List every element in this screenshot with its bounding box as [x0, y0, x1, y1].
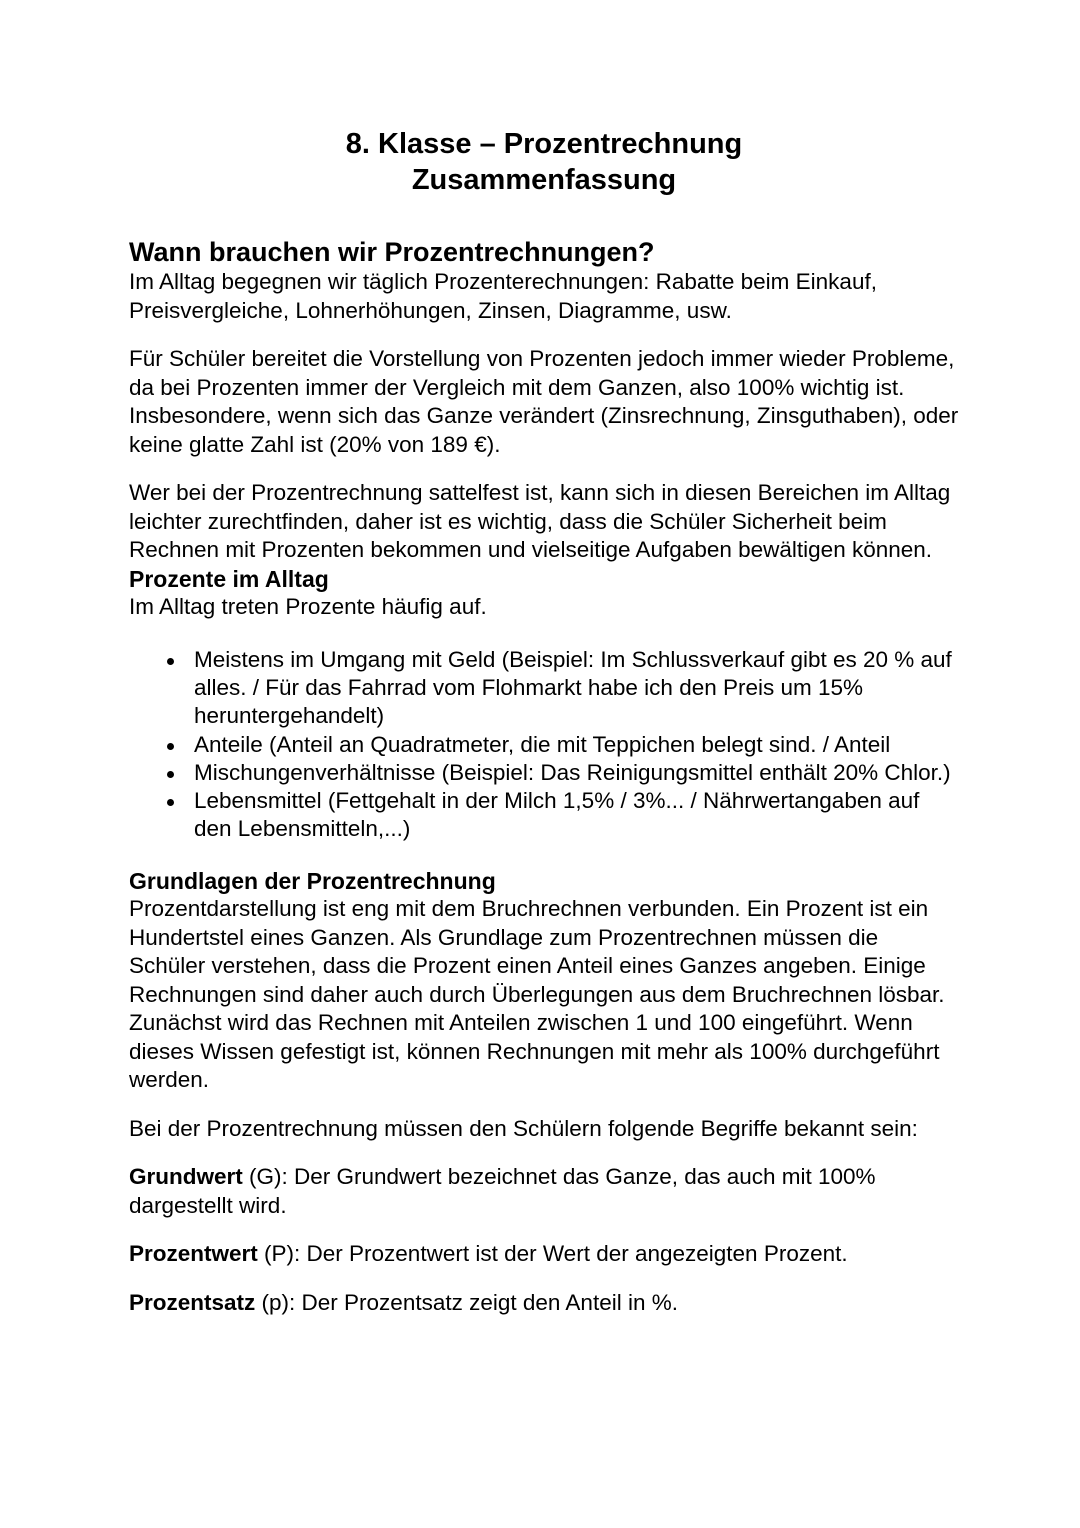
- list-item: [129, 646, 959, 731]
- paragraph-alltag-intro: Im Alltag begegnen wir täglich Prozenterechnungen: Rabatte beim Einkauf, Preisvergleiche, Lohnerhöhungen, Zinsen, Diagramme, usw.: [129, 269, 877, 323]
- definition-text: (p): Der Prozentsatz zeigt den Anteil in %.: [255, 1289, 678, 1315]
- definition-grundwert: [129, 1163, 959, 1220]
- bullet-icon: [167, 658, 174, 665]
- term-prozentwert: Prozentwert: [129, 1241, 258, 1267]
- bullet-list: [129, 646, 959, 843]
- bullet-icon: [167, 743, 174, 750]
- list-item: [129, 787, 959, 843]
- paragraph-prozente-haeufig: Im Alltag treten Prozente häufig auf.: [129, 593, 487, 619]
- document-page: [129, 126, 959, 1317]
- paragraph-schueler-probleme: Für Schüler bereitet die Vorstellung von Prozenten jedoch immer wieder Probleme, da bei Prozenten immer der Vergleich mit dem Ganzen, also 100% wichtig ist. Insbesondere, wenn sich das Ganze verändert (Zinsrechnung, Zinsguthaben), oder keine glatte Zahl ist (20% von 189 €).: [129, 346, 959, 457]
- list-item: [129, 731, 959, 759]
- definition-prozentwert: [129, 1240, 959, 1269]
- paragraph-sattelfest: Wer bei der Prozentrechnung sattelfest ist, kann sich in diesen Bereichen im Alltag leichter zurechtfinden, daher ist es wichtig, dass die Schüler Sicherheit beim Rechnen mit Prozenten bekommen und vielseitige Aufgaben bewältigen können.: [129, 480, 951, 562]
- list-item: [129, 759, 959, 787]
- paragraph-begriffe: Bei der Prozentrechnung müssen den Schülern folgende Begriffe bekannt sein:: [129, 1115, 918, 1141]
- title-line-1: 8. Klasse – Prozentrechnung: [345, 128, 743, 160]
- list-item-text: Mischungenverhältnisse (Beispiel: Das Reinigungsmittel enthält 20% Chlor.): [194, 759, 951, 785]
- list-item-text: Meistens im Umgang mit Geld (Beispiel: Im Schlussverkauf gibt es 20 % auf alles. / Für das Fahrrad vom Flohmarkt habe ich den Preis um 15% heruntergehandelt): [194, 647, 952, 729]
- definition-text: (G): Der Grundwert bezeichnet das Ganze, das auch mit 100% dargestellt wird.: [129, 1164, 876, 1218]
- document-title: [129, 126, 959, 198]
- list-item-text: Anteile (Anteil an Quadratmeter, die mit Teppichen belegt sind. / Anteil: [194, 731, 891, 757]
- definition-text: (P): Der Prozentwert ist der Wert der angezeigten Prozent.: [257, 1241, 848, 1267]
- definition-prozentsatz: [129, 1289, 959, 1318]
- term-prozentsatz: Prozentsatz: [129, 1289, 256, 1315]
- section-heading-wann: Wann brauchen wir Prozentrechnungen?: [129, 237, 655, 267]
- title-line-2: Zusammenfassung: [411, 164, 677, 196]
- list-item-text: Lebensmittel (Fettgehalt in der Milch 1,5% / 3%... / Nährwertangaben auf den Lebensmitteln,...): [194, 788, 920, 842]
- term-grundwert: Grundwert: [129, 1164, 243, 1190]
- paragraph-grundlagen: Prozentdarstellung ist eng mit dem Bruchrechnen verbunden. Ein Prozent ist ein Hundertstel eines Ganzen. Als Grundlage zum Prozentrechnen müssen die Schüler verstehen, dass die Prozent einen Anteil eines Ganzes angeben. Einige Rechnungen sind daher auch durch Überlegungen aus dem Bruchrechnen lösbar. Zunächst wird das Rechnen mit Anteilen zwischen 1 und 100 eingeführt. Wenn dieses Wissen gefestigt ist, können Rechnungen mit mehr als 100% durchgeführt werden.: [129, 896, 945, 1093]
- bullet-icon: [167, 799, 174, 806]
- section-heading-prozente-im-alltag: Prozente im Alltag: [129, 565, 329, 592]
- bullet-icon: [167, 771, 174, 778]
- section-heading-grundlagen: Grundlagen der Prozentrechnung: [129, 868, 496, 895]
